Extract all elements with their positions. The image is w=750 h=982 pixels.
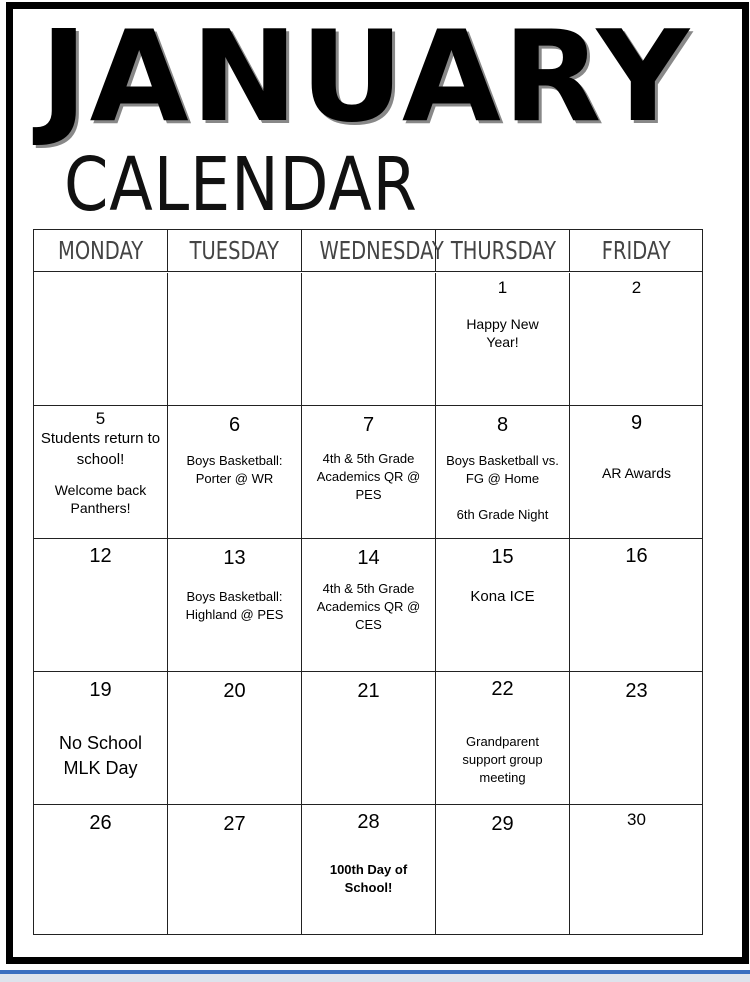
event-text: Happy New Year! [466, 316, 539, 350]
event-text: 6th Grade Night [456, 507, 549, 522]
event-text: Boys Basketball: Porter @ WR [186, 453, 283, 486]
day-cell [302, 672, 436, 805]
week-row [34, 805, 704, 935]
day-cell [436, 273, 570, 406]
day-cell [168, 539, 302, 672]
day-number: 8 [496, 414, 509, 436]
weekday-header-monday: MONDAY [34, 230, 168, 272]
page-subtitle: CALENDAR [64, 142, 418, 228]
event-text: Boys Basketball: Highland @ PES [185, 589, 284, 622]
week-row [34, 273, 704, 406]
day-cell [168, 672, 302, 805]
day-cell [570, 539, 703, 672]
bottom-strip [0, 974, 750, 982]
day-number: 22 [491, 678, 514, 700]
day-number: 2 [631, 278, 642, 297]
event-text: AR Awards [602, 465, 671, 481]
day-cell [570, 805, 703, 935]
day-number: 19 [89, 679, 112, 701]
day-cell [436, 672, 570, 805]
day-cell [570, 406, 703, 539]
event-text: Kona ICE [470, 588, 535, 605]
day-number: 6 [228, 414, 241, 436]
day-number: 9 [630, 412, 643, 434]
day-number: 27 [223, 813, 246, 835]
day-cell [302, 805, 436, 935]
day-cell [436, 406, 570, 539]
weekday-header-friday: FRIDAY [570, 230, 703, 272]
day-number: 14 [357, 547, 380, 569]
day-cell [168, 805, 302, 935]
calendar-grid [33, 229, 703, 935]
day-number: 1 [497, 278, 508, 297]
day-cell [436, 539, 570, 672]
event-text: Boys Basketball vs. FG @ Home [446, 453, 559, 486]
day-cell [436, 805, 570, 935]
day-number: 13 [223, 547, 246, 569]
day-number: 7 [362, 414, 375, 436]
day-cell [302, 406, 436, 539]
event-text: No School MLK Day [58, 733, 143, 778]
day-cell [168, 273, 302, 406]
weekday-header-thursday: THURSDAY [436, 230, 570, 272]
event-text: 4th & 5th Grade Academics QR @ CES [316, 581, 421, 632]
day-cell [34, 805, 168, 935]
day-number: 29 [491, 813, 514, 835]
day-number: 5 [95, 409, 106, 428]
day-cell [34, 273, 168, 406]
day-cell [34, 406, 168, 539]
event-text: Grandparent support group meeting [462, 734, 543, 785]
week-row [34, 539, 704, 672]
day-cell [302, 539, 436, 672]
day-cell [570, 273, 703, 406]
day-number: 21 [357, 680, 380, 702]
day-number: 20 [223, 680, 246, 702]
day-number: 23 [625, 680, 648, 702]
day-cell [570, 672, 703, 805]
event-text: 4th & 5th Grade Academics QR @ PES [316, 451, 421, 502]
day-cell [302, 273, 436, 406]
weekday-header-tuesday: TUESDAY [168, 230, 302, 272]
event-text: Students return to school! [40, 430, 161, 468]
week-row [34, 406, 704, 539]
day-number: 26 [89, 812, 112, 834]
day-number: 12 [89, 545, 112, 567]
day-number: 30 [627, 810, 646, 829]
day-number: 16 [625, 545, 648, 567]
event-text: Welcome back Panthers! [54, 482, 147, 516]
day-number: 15 [491, 546, 514, 568]
day-number: 28 [357, 811, 380, 833]
week-row [34, 672, 704, 805]
day-cell [34, 539, 168, 672]
weekday-header-wednesday: WEDNESDAY [302, 230, 436, 272]
event-text: 100th Day of School! [329, 862, 408, 895]
page-title: JANUARY [40, 4, 692, 151]
day-cell [34, 672, 168, 805]
weekday-header-row [34, 230, 704, 273]
day-cell [168, 406, 302, 539]
